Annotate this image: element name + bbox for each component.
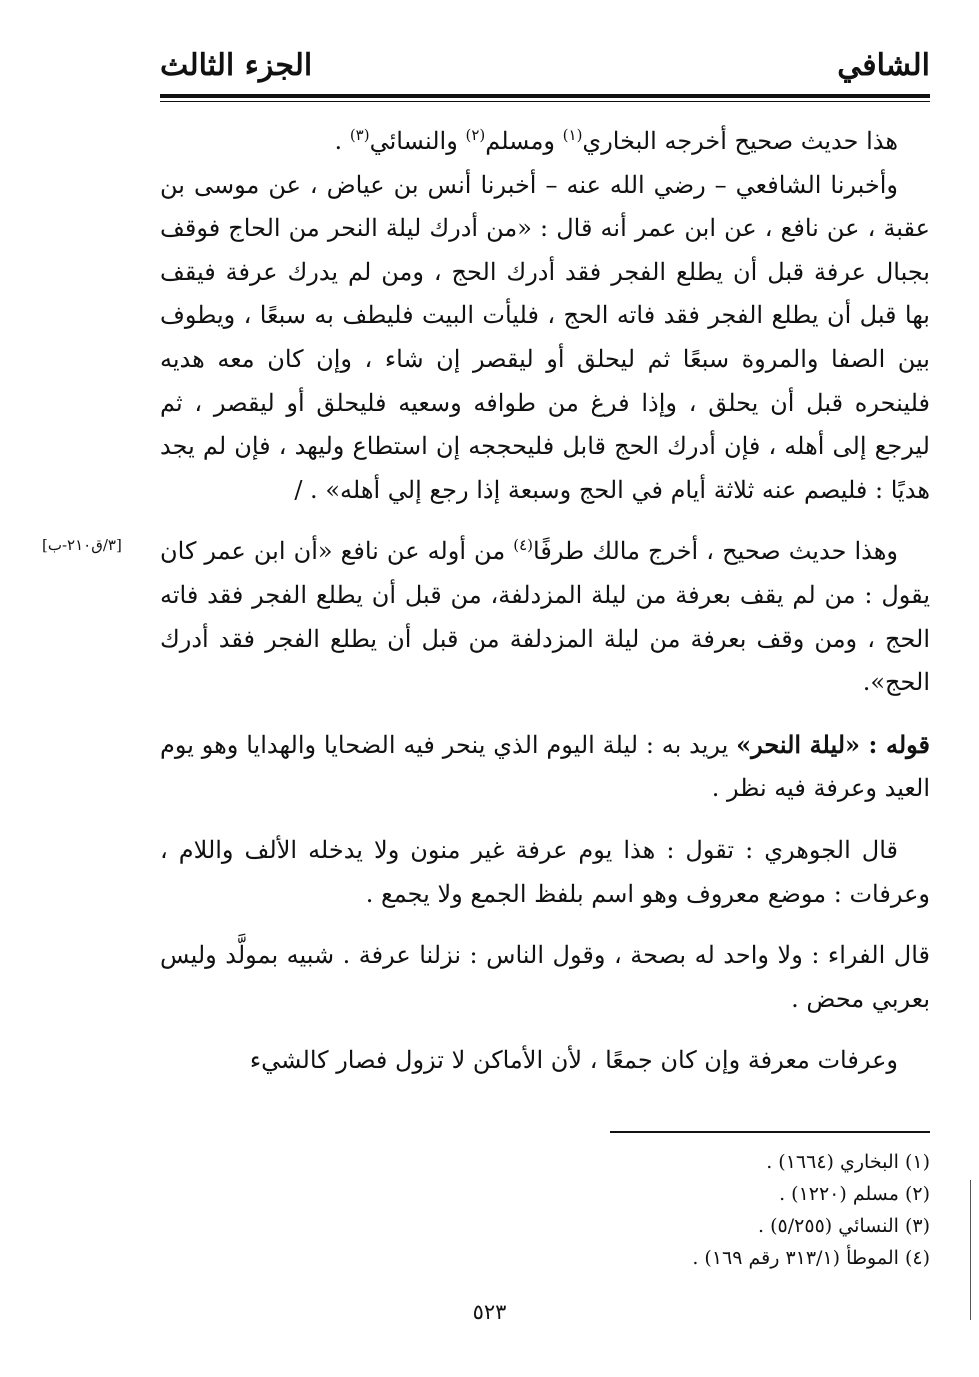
header-volume: الجزء الثالث <box>160 48 313 83</box>
p1-text-3: والنسائي <box>369 127 466 155</box>
paragraph-4 <box>160 723 930 811</box>
footnote-1: (١) البخاري (١٦٦٤) . <box>766 1151 930 1173</box>
manuscript-folio-note: [٣/ق٢١٠-ب] <box>42 536 122 554</box>
paragraph-5: قال الجوهري : تقول : هذا يوم عرفة غير منون ولا يدخله الألف واللام ، وعرفات : موضع معروف وهو اسم بلفظ الجمع ولا يجمع . <box>160 835 930 908</box>
p4-rest: يريد به : ليلة اليوم الذي ينحر فيه الضحايا والهدايا وهو يوم العيد وعرفة فيه نظر . <box>160 730 930 803</box>
footnote-ref-1: (١) <box>562 126 583 144</box>
footnote-3: (٣) النسائي (٥/٢٥٥) . <box>758 1215 930 1237</box>
paragraph-2: وأخبرنا الشافعي – رضي الله عنه – أخبرنا أنس بن عياض ، عن موسى بن عقبة ، عن نافع ، عن ابن عمر أنه قال : «من أدرك ليلة النحر من الحاج فوقف بجبال عرفة قبل أن يطلع الفجر فقد أدرك الحج ، ومن لم يدرك عرفة فيقف بها قبل أن يطلع الفجر فقد فاته الحج ، فليأت البيت فليطف به سبعًا ، ويطوف بين الصفا والمروة سبعًا ثم ليحلق أو ليقصر إن شاء ، وإن كان معه هديه فلينحره قبل أن يحلق ، وإذا فرغ من طوافه وسعيه فليحلق أو ليقصر ، ثم ليرجع إلى أهله ، فإن أدرك الحج قابل فليحججه إن استطاع وليهد ، فإن لم يجد هديًا : فليصم عنه ثلاثة أيام في الحج وسبعة إذا رجع إلي أهله» . / <box>160 170 931 504</box>
header-rule-thin <box>160 101 930 102</box>
paragraph-7: وعرفات معرفة وإن كان جمعًا ، لأن الأماكن لا تزول فصار كالشيء <box>249 1046 898 1075</box>
footnote-ref-2: (٢) <box>465 126 486 144</box>
p4-keyword: قوله : «ليلة النحر» <box>736 729 931 759</box>
p1-text-2: ومسلم <box>485 127 563 155</box>
scan-edge-line <box>970 1180 971 1320</box>
page-number: ٥٢٣ <box>472 1300 507 1324</box>
p3-text-2: من أوله عن نافع «أن ابن عمر كان يقول : من لم يقف بعرفة من ليلة المزدلفة، من قبل أن يطلع الفجر فقد فاته الحج ، ومن وقف بعرفة من ليلة المزدلفة من قبل أن يطلع الفجر فقد أدرك الحج». <box>160 537 930 697</box>
footnote-ref-3: (٣) <box>349 126 370 144</box>
footnotes <box>560 1146 930 1274</box>
footnote-4: (٤) الموطأ (٣١٣/١ رقم ١٦٩) . <box>692 1247 930 1269</box>
paragraph-1 <box>160 120 930 164</box>
p1-text: هذا حديث صحيح أخرجه البخاري <box>582 127 898 155</box>
p3-text-1: وهذا حديث صحيح ، أخرج مالك طرفًا <box>533 537 898 566</box>
footnote-rule <box>610 1131 930 1133</box>
footnote-2: (٢) مسلم (١٢٢٠) . <box>779 1183 930 1205</box>
paragraph-3 <box>160 530 930 704</box>
p1-text-4: . <box>334 127 350 155</box>
running-header <box>160 48 930 92</box>
header-book-title: الشافي <box>837 48 930 83</box>
footnote-ref-4: (٤) <box>513 536 534 555</box>
header-rule-thick <box>160 94 930 98</box>
main-text <box>160 120 930 1083</box>
paragraph-6: قال الفراء : ولا واحد له بصحة ، وقول الناس : نزلنا عرفة . شبيه بمولَّد وليس بعربي محض . <box>160 941 930 1013</box>
